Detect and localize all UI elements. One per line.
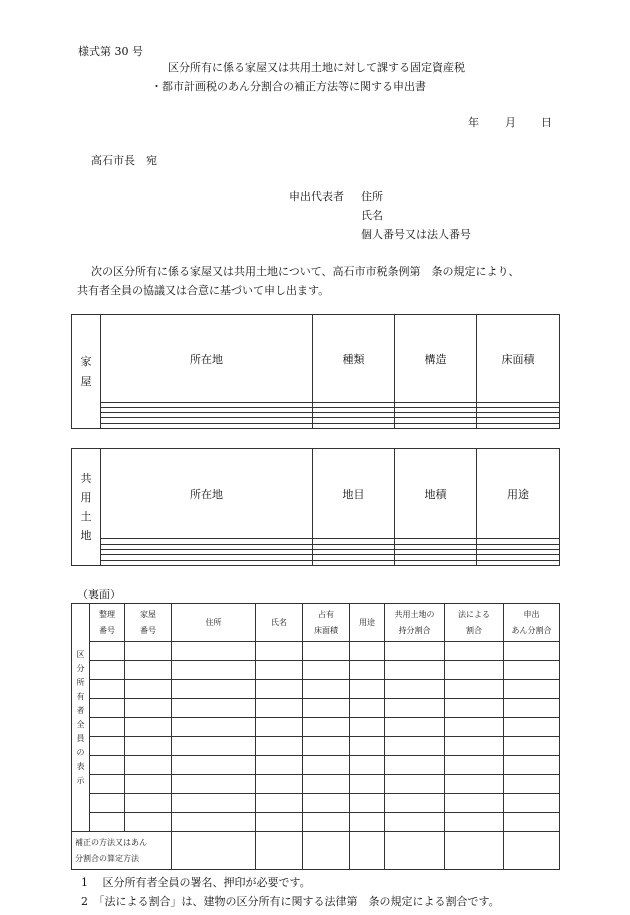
date-month: 月 xyxy=(505,116,516,129)
owners-header-name: 氏名 xyxy=(256,604,303,642)
owner-row[interactable] xyxy=(72,698,560,717)
date-day: 日 xyxy=(541,116,552,129)
owners-footer-cell[interactable] xyxy=(172,832,256,870)
owners-header-occupied-area: 占有 床面積 xyxy=(303,604,350,642)
applicant-role: 申出代表者 xyxy=(289,190,344,203)
owners-footer-cell[interactable] xyxy=(445,832,504,870)
owner-row[interactable] xyxy=(72,660,560,679)
owner-row[interactable] xyxy=(72,642,560,661)
applicant-address-label: 住所 xyxy=(361,190,383,203)
land-table xyxy=(71,448,560,566)
form-number: 様式第 30 号 xyxy=(78,45,143,58)
owners-footer-cell[interactable] xyxy=(256,832,303,870)
owners-footer-label: 補正の方法又はあん 分割合の算定方法 xyxy=(72,832,172,870)
note-2: 2 「法による割合」は、建物の区分所有に関する法律第 条の規定による割合です。 xyxy=(81,895,500,908)
house-header-type: 種類 xyxy=(313,315,395,403)
owners-header-land-share: 共用土地の 持分割合 xyxy=(385,604,445,642)
owners-header-reference-no: 整理 番号 xyxy=(90,604,125,642)
house-side-label: 家 屋 xyxy=(72,315,101,429)
land-row[interactable] xyxy=(72,560,560,565)
owners-footer-cell[interactable] xyxy=(303,832,350,870)
land-header-location: 所在地 xyxy=(101,449,313,539)
house-header-location: 所在地 xyxy=(101,315,313,403)
note-1: 1 区分所有者全員の署名、押印が必要です。 xyxy=(81,876,311,889)
title-line-2: ・都市計画税のあん分割合の補正方法等に関する申出書 xyxy=(151,80,426,93)
back-side-label: （裏面） xyxy=(77,588,121,601)
land-side-label: 共 用 土 地 xyxy=(72,449,101,566)
house-header-floor-area: 床面積 xyxy=(477,315,560,403)
applicant-name-label: 氏名 xyxy=(361,209,383,222)
owners-header-requested-ratio: 申出 あん分割合 xyxy=(504,604,560,642)
land-header-area: 地積 xyxy=(395,449,477,539)
owners-footer-cell[interactable] xyxy=(385,832,445,870)
owner-row[interactable] xyxy=(72,774,560,793)
owners-footer-cell[interactable] xyxy=(504,832,560,870)
owners-table xyxy=(71,603,560,870)
body-line-1: 次の区分所有に係る家屋又は共用土地について、高石市市税条例第 条の規定により、 xyxy=(91,265,520,278)
owner-row[interactable] xyxy=(72,755,560,774)
owners-header-legal-ratio: 法による 割合 xyxy=(445,604,504,642)
owner-row[interactable] xyxy=(72,736,560,755)
owners-side-label: 区 分 所 有 者 全 員 の 表 示 xyxy=(72,604,90,832)
owners-header-address: 住所 xyxy=(172,604,256,642)
land-header-category: 地目 xyxy=(313,449,395,539)
owners-header-use: 用途 xyxy=(350,604,385,642)
owner-row[interactable] xyxy=(72,812,560,831)
owner-row[interactable] xyxy=(72,679,560,698)
house-table xyxy=(71,314,560,429)
applicant-number-label: 個人番号又は法人番号 xyxy=(361,228,471,241)
house-header-structure: 構造 xyxy=(395,315,477,403)
owners-footer-cell[interactable] xyxy=(350,832,385,870)
owner-row[interactable] xyxy=(72,717,560,736)
date-year: 年 xyxy=(468,116,479,129)
owners-header-house-no: 家屋 番号 xyxy=(125,604,172,642)
owner-row[interactable] xyxy=(72,793,560,812)
house-row[interactable] xyxy=(72,423,560,428)
body-line-2: 共有者全員の協議又は合意に基づいて申し出ます。 xyxy=(77,284,330,297)
addressee: 高石市長 宛 xyxy=(91,154,157,167)
title-line-1: 区分所有に係る家屋又は共用土地に対して課する固定資産税 xyxy=(168,61,465,74)
land-header-use: 用途 xyxy=(477,449,560,539)
